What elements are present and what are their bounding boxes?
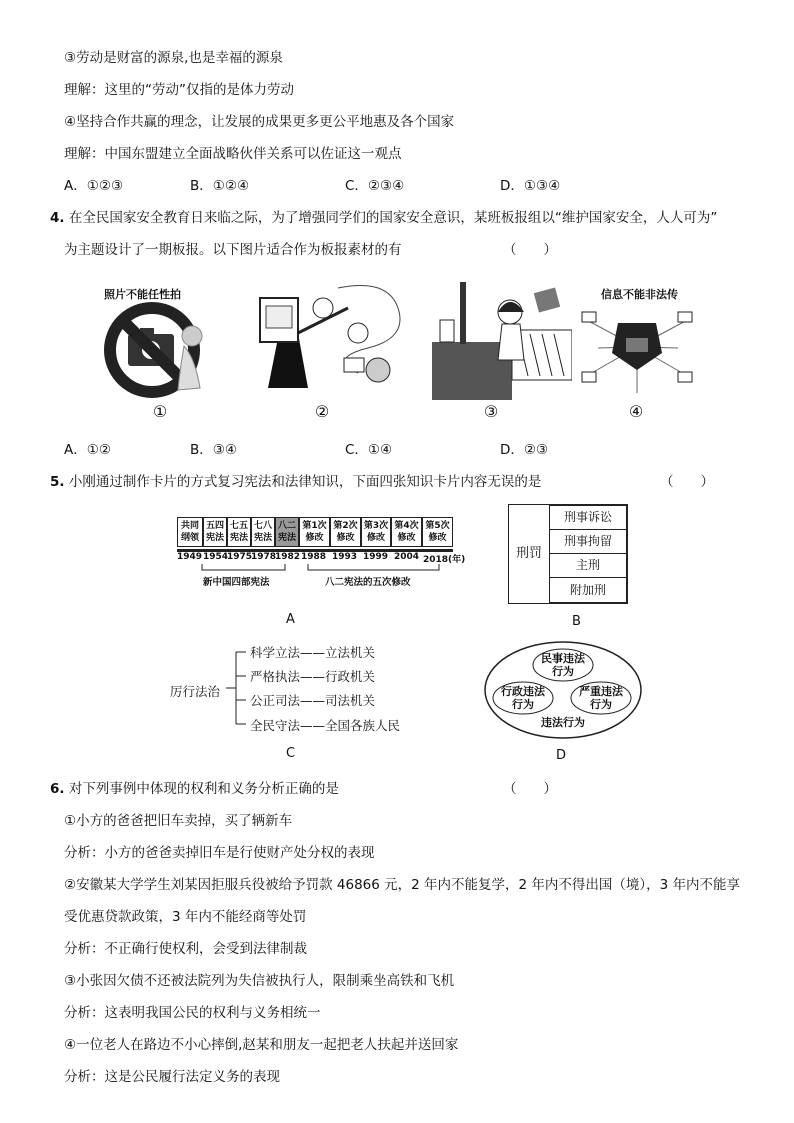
q5-stem-text: 小刚通过制作卡片的方式复习宪法和法律知识，下面四张知识卡片内容无误的是 <box>68 474 542 490</box>
timeline-cell: 第2次修改 <box>330 517 361 547</box>
civil-violation: 民事违法行为 <box>541 652 585 678</box>
spy-cartoon-icon <box>238 278 413 398</box>
q5-number: 5. <box>50 474 65 490</box>
q6-item2-line1: ②安徽某大学学生刘某因拒服兵役被给予罚款 46866 元，2 年内不能复学，2 年内不得出国（境），3 年内不能享 <box>64 877 741 893</box>
q3-option-c[interactable]: C．②③④ <box>345 178 405 194</box>
card-a-letter: A <box>286 612 295 627</box>
q5-answer-paren[interactable]: （ ） <box>660 474 714 490</box>
card-d-letter: D <box>556 748 567 763</box>
q6-item2-analysis: 分析：不正确行使权利，会受到法律制裁 <box>64 941 307 957</box>
rule-of-law-item: 全民守法——全国各族人民 <box>250 718 401 733</box>
picture4-caption: ④ <box>628 402 644 421</box>
q6-item4-analysis: 分析：这是公民履行法定义务的表现 <box>64 1069 280 1085</box>
q6-answer-paren[interactable]: （ ） <box>503 781 557 797</box>
timeline-cell: 七五宪法 <box>227 517 251 547</box>
no-photo-icon <box>100 298 220 398</box>
administrative-violation: 行政违法行为 <box>501 685 545 711</box>
timeline-cell: 第1次修改 <box>299 517 330 547</box>
timeline-cell: 第4次修改 <box>391 517 422 547</box>
q6-item4: ④一位老人在路边不小心摔倒,赵某和朋友一起把老人扶起并送回家 <box>64 1037 459 1053</box>
q4-number: 4. <box>50 210 65 226</box>
timeline-year: 1993 <box>332 552 358 562</box>
q3-option-d[interactable]: D．①③④ <box>500 178 561 194</box>
q3-item3-analysis: 理解：这里的“劳动”仅指的是体力劳动 <box>64 82 294 98</box>
penalty-root: 刑罚 <box>515 546 542 561</box>
q3-item3: ③劳动是财富的源泉,也是幸福的源泉 <box>64 50 283 66</box>
card-a <box>177 517 466 617</box>
q6-number: 6. <box>50 781 65 797</box>
timeline-cell: 七八宪法 <box>251 517 275 547</box>
timeline-cell: 第3次修改 <box>361 517 391 547</box>
q6-stem-text: 对下列事例中体现的权利和义务分析正确的是 <box>68 781 339 797</box>
q6-item3-analysis: 分析：这表明我国公民的权利与义务相统一 <box>64 1005 321 1021</box>
picture1-label: 照片不能任性拍 <box>104 288 181 301</box>
network-spider-icon <box>578 298 696 396</box>
timeline-year: 1982 <box>275 552 301 562</box>
q6-item2-line2: 受优惠贷款政策，3 年内不能经商等处罚 <box>64 909 307 925</box>
q4-option-d[interactable]: D．②③ <box>500 442 549 458</box>
picture4-label: 信息不能非法传 <box>601 288 678 301</box>
q4-option-a[interactable]: A．①② <box>64 442 111 458</box>
timeline-year: 1999 <box>363 552 389 562</box>
penalty-item: 主刑 <box>549 553 627 578</box>
card-b-letter: B <box>572 614 581 629</box>
card-b <box>508 504 628 604</box>
timeline-cell: 共同纲领 <box>177 517 203 547</box>
timeline-year: 1975 <box>227 552 253 562</box>
timeline-year: 1949 <box>177 552 203 562</box>
q3-option-b[interactable]: B．①②④ <box>190 178 250 194</box>
timeline-cell: 八二宪法 <box>275 517 299 547</box>
picture3-caption: ③ <box>483 402 499 421</box>
penalty-item: 刑事拘留 <box>549 529 627 554</box>
rule-of-law-item: 科学立法——立法机关 <box>250 645 376 660</box>
girl-at-desk-icon <box>432 282 572 400</box>
q5-stem <box>50 470 541 490</box>
q6-item3: ③小张因欠债不还被法院列为失信被执行人，限制乘坐高铁和飞机 <box>64 973 455 989</box>
violation-outer: 违法行为 <box>541 716 585 729</box>
q4-stem-line1 <box>50 206 717 226</box>
timeline-caption-right: 八二宪法的五次修改 <box>325 577 411 588</box>
q3-item4: ④坚持合作共赢的理念，让发展的成果更多更公平地惠及各个国家 <box>64 114 455 130</box>
timeline-year: 2018(年) <box>423 555 466 565</box>
rule-of-law-item: 公正司法——司法机关 <box>250 693 376 708</box>
q4-option-b[interactable]: B．③④ <box>190 442 237 458</box>
q6-stem <box>50 777 339 797</box>
q3-item4-analysis: 理解：中国东盟建立全面战略伙伴关系可以佐证这一观点 <box>64 146 402 162</box>
penalty-item: 刑事诉讼 <box>549 505 627 530</box>
picture2-caption: ② <box>314 402 330 421</box>
card-c-letter: C <box>286 746 296 761</box>
timeline-year: 1954 <box>203 552 229 562</box>
rule-of-law-root: 厉行法治 <box>170 684 221 699</box>
q4-answer-paren[interactable]: （ ） <box>503 242 557 258</box>
q4-option-c[interactable]: C．①④ <box>345 442 393 458</box>
q4-stem-text: 在全民国家安全教育日来临之际，为了增强同学们的国家安全意识，某班板报组以“维护国家安全，人人可为” <box>68 210 718 226</box>
q6-item1: ①小方的爸爸把旧车卖掉，买了辆新车 <box>64 813 293 829</box>
penalty-item: 附加刑 <box>549 577 627 603</box>
picture1-caption: ① <box>152 402 168 421</box>
q4-stem-line2: 为主题设计了一期板报。以下图片适合作为板报素材的有 <box>64 242 402 258</box>
timeline-year: 1978 <box>251 552 277 562</box>
serious-violation: 严重违法行为 <box>579 685 623 711</box>
timeline-caption-left: 新中国四部宪法 <box>203 577 270 588</box>
timeline-cell: 五四宪法 <box>203 517 227 547</box>
timeline-cell: 第5次修改 <box>422 517 453 547</box>
q6-item1-analysis: 分析：小方的爸爸卖掉旧车是行使财产处分权的表现 <box>64 845 375 861</box>
q3-option-a[interactable]: A．①②③ <box>64 178 124 194</box>
timeline-year: 1988 <box>301 552 327 562</box>
timeline-year: 2004 <box>394 552 420 562</box>
brace <box>226 648 250 728</box>
rule-of-law-item: 严格执法——行政机关 <box>250 669 376 684</box>
